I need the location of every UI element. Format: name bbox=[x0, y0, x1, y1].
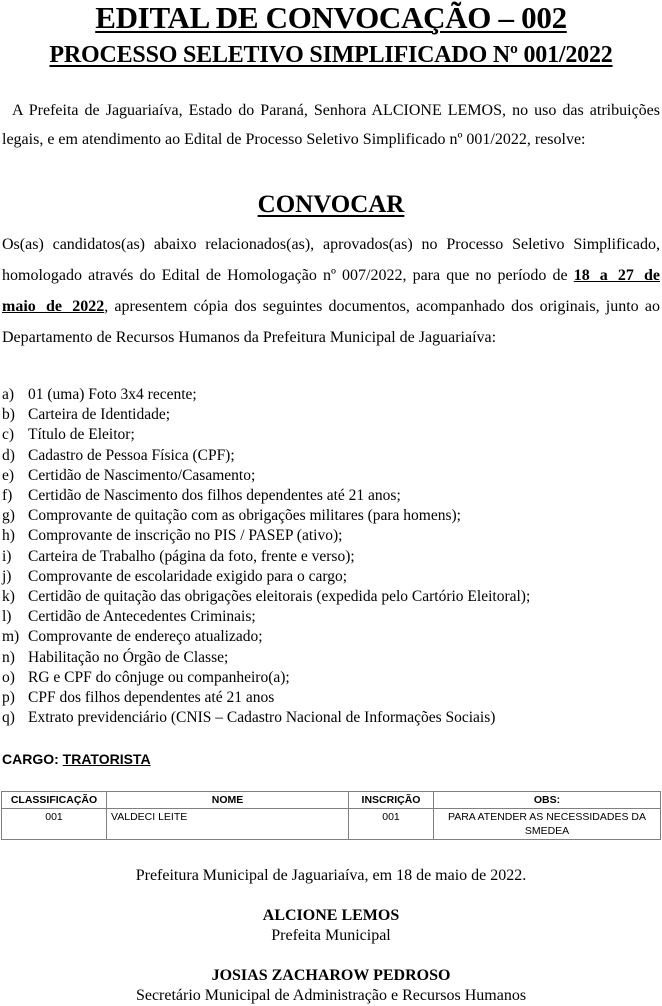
list-item-text: Certidão de Nascimento dos filhos dependentes até 21 anos; bbox=[28, 487, 401, 505]
list-item bbox=[2, 688, 660, 708]
list-item-label: j) bbox=[2, 567, 12, 585]
list-item bbox=[2, 446, 660, 466]
list-item-text: Carteira de Identidade; bbox=[28, 406, 171, 424]
list-item-text: Título de Eleitor; bbox=[28, 426, 135, 444]
document-subtitle: PROCESSO SELETIVO SIMPLIFICADO Nº 001/2022 bbox=[49, 42, 613, 68]
list-item bbox=[2, 526, 660, 546]
body-text-after: , apresentem cópia dos seguintes documentos, acompanhado dos originais, junto ao Departamento de Recursos Humanos da Prefeitura Municipal de Jaguariaíva: bbox=[2, 298, 660, 346]
list-item-text: Carteira de Trabalho (página da foto, frente e verso); bbox=[28, 547, 355, 565]
list-item-label: q) bbox=[2, 709, 15, 727]
list-item bbox=[2, 587, 660, 607]
cargo-value: TRATORISTA bbox=[62, 751, 151, 767]
column-header-classificacao: CLASSIFICAÇÃO bbox=[2, 792, 107, 809]
list-item bbox=[2, 425, 660, 445]
documents-list bbox=[2, 385, 660, 728]
list-item-text: 01 (uma) Foto 3x4 recente; bbox=[28, 386, 197, 403]
list-item-text: Comprovante de endereço atualizado; bbox=[28, 628, 263, 646]
list-item bbox=[2, 385, 660, 405]
signatory-name: JOSIAS ZACHAROW PEDROSO bbox=[211, 967, 451, 984]
list-item bbox=[2, 405, 660, 425]
list-item-label: a) bbox=[2, 386, 15, 403]
body-paragraph bbox=[2, 229, 660, 353]
list-item-text: Cadastro de Pessoa Física (CPF); bbox=[28, 446, 235, 464]
cell-classificacao: 001 bbox=[2, 809, 107, 840]
date-line: Prefeitura Municipal de Jaguariaíva, em 18 de maio de 2022. bbox=[135, 867, 527, 884]
cargo-heading bbox=[2, 750, 151, 768]
list-item-label: b) bbox=[2, 406, 15, 424]
list-item-label: g) bbox=[2, 507, 15, 525]
list-item bbox=[2, 607, 660, 627]
list-item-text: Comprovante de quitação com as obrigações militares (para homens); bbox=[28, 507, 461, 525]
list-item-text: Certidão de Antecedentes Criminais; bbox=[28, 608, 256, 626]
list-item-text: Extrato previdenciário (CNIS – Cadastro Nacional de Informações Sociais) bbox=[28, 709, 496, 727]
list-item bbox=[2, 486, 660, 506]
intro-paragraph: A Prefeita de Jaguariaíva, Estado do Paraná, Senhora ALCIONE LEMOS, no uso das atribuições legais, e em atendimento ao Edital de Processo Seletivo Simplificado nº 001/2022, resolve: bbox=[2, 102, 660, 148]
cargo-label: CARGO: bbox=[2, 751, 63, 767]
document-title: EDITAL DE CONVOCAÇÃO – 002 bbox=[95, 0, 567, 35]
table-row bbox=[2, 809, 661, 840]
list-item-label: p) bbox=[2, 689, 15, 707]
list-item-text: CPF dos filhos dependentes até 21 anos bbox=[28, 689, 275, 707]
body-text-before: Os(as) candidatos(as) abaixo relacionados(as), aprovados(as) no Processo Seletivo Simplificado, homologado através do Edital de Homologação nº 007/2022, para que no período de bbox=[2, 236, 660, 284]
list-item bbox=[2, 708, 660, 728]
cell-nome: VALDECI LEITE bbox=[107, 809, 349, 840]
list-item-label: c) bbox=[2, 426, 15, 444]
list-item-label: h) bbox=[2, 527, 15, 545]
list-item-text: RG e CPF do cônjuge ou companheiro(a); bbox=[28, 668, 290, 686]
column-header-nome: NOME bbox=[107, 792, 349, 809]
list-item-label: o) bbox=[2, 668, 15, 686]
cell-inscricao: 001 bbox=[349, 809, 434, 840]
signatory-role: Secretário Municipal de Administração e Recursos Humanos bbox=[135, 987, 527, 1004]
list-item-text: Certidão de Nascimento/Casamento; bbox=[28, 466, 256, 484]
table-header-row bbox=[2, 792, 661, 809]
list-item bbox=[2, 567, 660, 587]
list-item-label: i) bbox=[2, 547, 12, 565]
cell-obs: PARA ATENDER AS NECESSIDADES DA SMEDEA bbox=[434, 809, 661, 840]
list-item-label: e) bbox=[2, 466, 15, 484]
signatory-role: Prefeita Municipal bbox=[271, 927, 391, 944]
list-item-label: f) bbox=[2, 487, 13, 505]
signatory-name: ALCIONE LEMOS bbox=[262, 907, 400, 924]
column-header-obs: OBS: bbox=[434, 792, 661, 809]
list-item bbox=[2, 627, 660, 647]
list-item-text: Habilitação no Órgão de Classe; bbox=[28, 648, 229, 666]
list-item-label: k) bbox=[2, 588, 15, 606]
section-title: CONVOCAR bbox=[257, 191, 405, 218]
list-item-text: Certidão de quitação das obrigações eleitorais (expedida pelo Cartório Eleitoral); bbox=[28, 588, 531, 606]
list-item-label: d) bbox=[2, 446, 15, 464]
list-item-label: n) bbox=[2, 648, 15, 666]
list-item-text: Comprovante de inscrição no PIS / PASEP (ativo); bbox=[28, 527, 343, 545]
list-item bbox=[2, 648, 660, 668]
candidates-table bbox=[1, 791, 661, 840]
list-item bbox=[2, 506, 660, 526]
list-item-label: l) bbox=[2, 608, 12, 626]
list-item bbox=[2, 547, 660, 567]
period-highlight: 18 a 27 de maio de 2022 bbox=[2, 267, 661, 315]
column-header-inscricao: INSCRIÇÃO bbox=[349, 792, 434, 809]
list-item-label: m) bbox=[2, 628, 20, 646]
list-item-text: Comprovante de escolaridade exigido para o cargo; bbox=[28, 567, 348, 585]
list-item bbox=[2, 466, 660, 486]
list-item bbox=[2, 668, 660, 688]
